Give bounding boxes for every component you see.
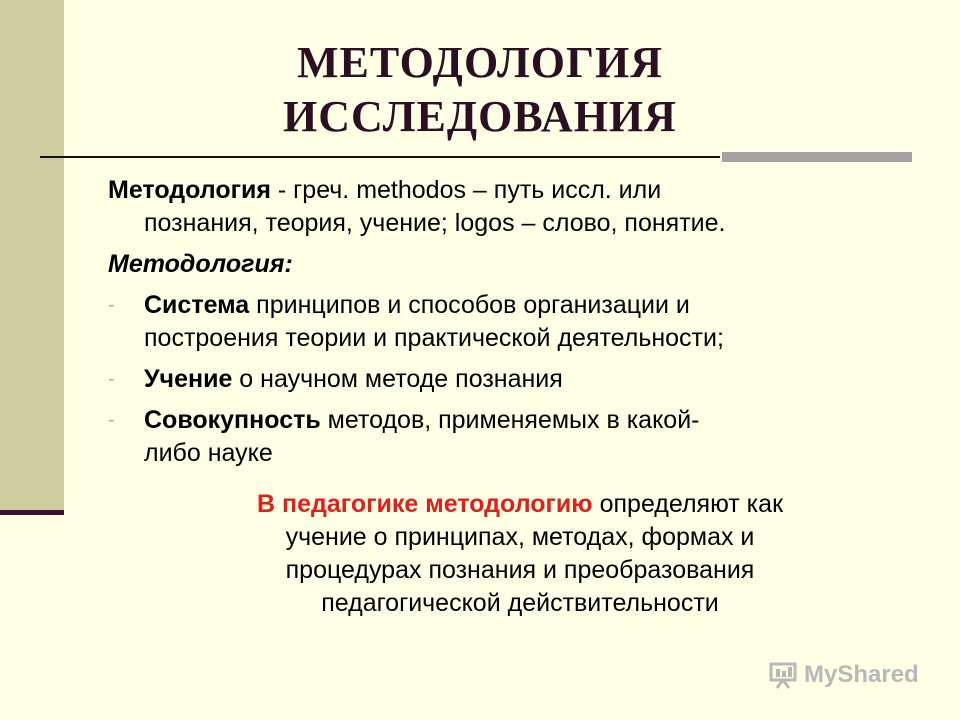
watermark (768, 660, 928, 690)
definition-line-2: познания, теория, учение; logos – слово, понятие. (144, 209, 726, 237)
pedagogy-paragraph (150, 488, 890, 620)
side-decoration-bar (0, 0, 64, 512)
definition-line-1: - греч. methodos – путь иссл. или (270, 176, 662, 204)
dash-icon: - (108, 294, 115, 316)
side-decoration-line (0, 510, 64, 515)
bullet-item-aggregate (108, 404, 908, 470)
definition-term: Методология (108, 176, 271, 204)
bullet-text: принципов и способов организации и (249, 291, 690, 319)
bullet-item-teaching (108, 363, 908, 396)
pedagogy-line-4: педагогической действительности (321, 589, 719, 617)
bullet-text-line-2: либо науке (144, 439, 273, 467)
title-accent-bar (722, 152, 912, 162)
pedagogy-line-2: учение о принципах, методах, формах и (285, 523, 755, 551)
bullet-text-line-2: построения теории и практической деятельности; (144, 324, 724, 352)
definition-paragraph (108, 174, 908, 240)
bullet-text: методов, применяемых в какой- (320, 406, 700, 434)
watermark-text: MyShared (804, 661, 919, 688)
dash-icon: - (108, 409, 115, 431)
subheading: Методология: (108, 250, 293, 278)
bullet-bold: Учение (144, 365, 233, 393)
title-underline (40, 156, 720, 158)
presentation-icon (768, 661, 798, 689)
pedagogy-highlight: В педагогике методологию (256, 490, 593, 518)
pedagogy-line-1: определяют как (592, 490, 784, 518)
bullet-text: о научном методе познания (232, 365, 563, 393)
title-line-2: ИССЛЕДОВАНИЯ (283, 92, 677, 141)
dash-icon: - (108, 368, 115, 390)
bullet-item-system (108, 289, 908, 355)
slide-title (220, 36, 740, 144)
slide-content (108, 174, 908, 478)
pedagogy-line-3: процедурах познания и преобразования (285, 556, 755, 584)
title-line-1: МЕТОДОЛОГИЯ (297, 38, 663, 87)
bullet-bold: Система (144, 291, 250, 319)
bullet-bold: Совокупность (144, 406, 321, 434)
